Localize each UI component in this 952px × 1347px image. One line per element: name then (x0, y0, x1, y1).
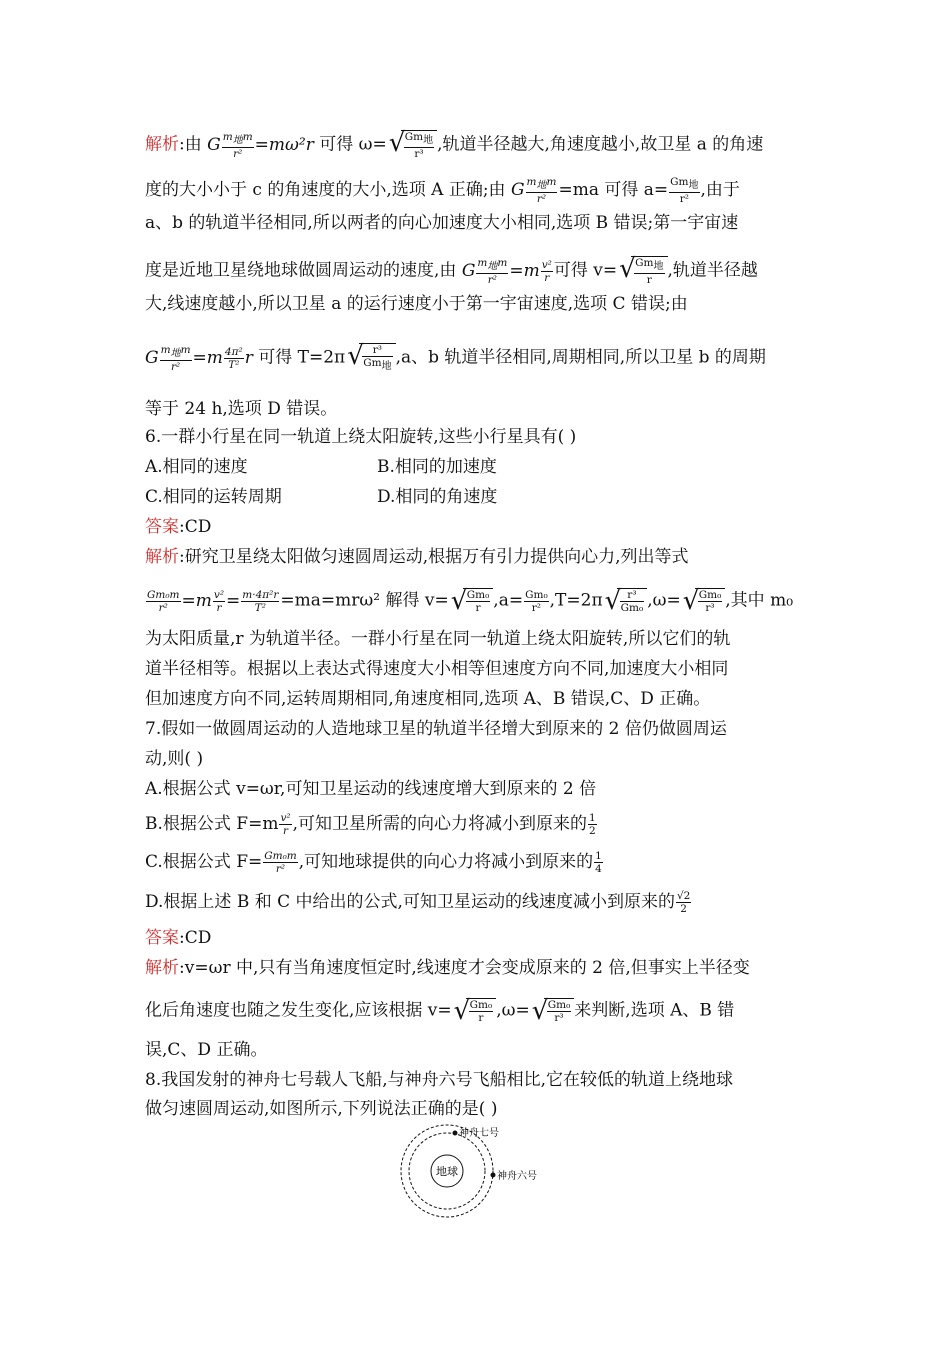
q7-stem-line-2: 动,则( ) (145, 749, 204, 769)
q7-option-a: A.根据公式 v=ωr,可知卫星运动的线速度增大到原来的 2 倍 (145, 779, 597, 799)
q6-answer: 答案:CD (145, 517, 212, 537)
earth-label: 地球 (436, 1165, 458, 1178)
q8-stem-line-2: 做匀速圆周运动,如图所示,下列说法正确的是( ) (145, 1099, 498, 1119)
q7-analysis-line-1: 解析:v=ωr 中,只有当角速度恒定时,线速度才会变成原来的 2 倍,但事实上半径变 (145, 958, 750, 978)
q6-stem: 6.一群小行星在同一轨道上绕太阳旋转,这些小行星具有( ) (145, 427, 577, 447)
shenzhou-6-dot (491, 1173, 496, 1178)
q6-option-b: B.相同的加速度 (377, 457, 497, 477)
q7-answer: 答案:CD (145, 928, 212, 948)
q7-option-d: D.根据上述 B 和 C 中给出的公式,可知卫星运动的线速度减小到原来的 $\frac{√2}{2}$ (145, 890, 691, 915)
q7-analysis-line-2: 化后角速度也随之发生变化,应该根据 v= √ $\frac{\text{Gm₀}}{r}$ ,ω= √ $\frac{\text{Gm₀}}{\text{r³}}$ 来判断,选项 A、B 错 (145, 996, 735, 1026)
analysis-5-line-3: a、b 的轨道半径相同,所以两者的向心加速度大小相同,选项 B 错误;第一宇宙速 (145, 213, 739, 233)
q6-analysis-line-4: 道半径相等。根据以上表达式得速度大小相等但速度方向不同,加速度大小相同 (145, 659, 729, 679)
orbit-diagram (395, 1123, 565, 1223)
q7-option-b: B.根据公式 F=m $\frac{\text{v²}}{r}$ ,可知卫星所需的向心力将减小到原来的 $\frac{1}{2}$ (145, 812, 596, 837)
analysis-5-line-5: 大,线速度越小,所以卫星 a 的运行速度小于第一宇宙速度,选项 C 错误;由 (145, 294, 688, 314)
q6-option-d: D.相同的角速度 (377, 487, 498, 507)
q7-stem-line-1: 7.假如一做圆周运动的人造地球卫星的轨道半径增大到原来的 2 倍仍做圆周运 (145, 719, 727, 739)
analysis-5-line-1: 解析:由 G $\frac{m_地m}{\text{r²}}$ =mω²r 可得 ω= √ $\frac{Gm_地}{\text{r³}}$ ,轨道半径越大,角速度越小,故卫星 a 的角速 (145, 128, 764, 161)
sqrt-formula: √ $\frac{Gm_地}{\text{r³}}$ (389, 130, 437, 160)
formula: G $\frac{m_地m}{\text{r²}}$ =mω²r (207, 130, 320, 160)
shenzhou-7-dot (453, 1131, 458, 1136)
q7-analysis-line-3: 误,C、D 正确。 (145, 1040, 268, 1060)
q6-analysis-line-2: $\frac{\text{Gm₀m}}{\text{r²}}$ =m $\frac{\text{v²}}{r}$ = $\frac{\text{m·4π²r}}{\text{T²}}$ =ma=mrω² 解得 v= √ $\frac{\text{Gm₀}}{r}$ ,a= $\frac{\text{Gm₀}}{\text{r²}}$ ,T=2π √ $\frac{\text{r³}}{\text{Gm₀}}$ ,ω= √ $\frac{\text{Gm₀}}{\text{r³}}$ ,其中 m₀ (147, 586, 794, 616)
analysis-5-line-6: G $\frac{m_地m}{\text{r²}}$ =m $\frac{\text{4π²}}{\text{T²}}$ r 可得 T=2π √ $\frac{\text{r³}}{Gm_地}$ ,a、b 轨道半径相同,周期相同,所以卫星 b 的周期 (145, 341, 766, 373)
shenzhou-7-label: 神舟七号 (459, 1128, 499, 1139)
shenzhou-6-label: 神舟六号 (497, 1171, 537, 1182)
q8-stem-line-1: 8.我国发射的神舟七号载人飞船,与神舟六号飞船相比,它在较低的轨道上绕地球 (145, 1070, 734, 1090)
q6-analysis-line-3: 为太阳质量,r 为轨道半径。一群小行星在同一轨道上绕太阳旋转,所以它们的轨 (145, 629, 731, 649)
q6-analysis-line-5: 但加速度方向不同,运转周期相同,角速度相同,选项 A、B 错误,C、D 正确。 (145, 689, 711, 709)
analysis-5-line-2: 度的大小小于 c 的角速度的大小,选项 A 正确;由 G $\frac{m_地m}{\text{r²}}$ =ma 可得 a= $\frac{Gm_地}{\text{r²}}$ ,由于 (145, 176, 740, 206)
q6-option-c: C.相同的运转周期 (145, 487, 282, 507)
analysis-5-line-7: 等于 24 h,选项 D 错误。 (145, 399, 338, 419)
q7-option-c: C.根据公式 F= $\frac{\text{Gm₀m}}{\text{r²}}$ ,可知地球提供的向心力将减小到原来的 $\frac{1}{4}$ (145, 850, 602, 875)
q6-analysis-line-1: 解析:研究卫星绕太阳做匀速圆周运动,根据万有引力提供向心力,列出等式 (145, 547, 689, 567)
analysis-5-line-4: 度是近地卫星绕地球做圆周运动的速度,由 G $\frac{m_地m}{\text{r²}}$ =m $\frac{\text{v²}}{r}$ 可得 v= √ $\frac{Gm_地}{r}$ ,轨道半径越 (145, 254, 758, 287)
q6-option-a: A.相同的速度 (145, 457, 248, 477)
analysis-label: 解析 (145, 134, 179, 155)
